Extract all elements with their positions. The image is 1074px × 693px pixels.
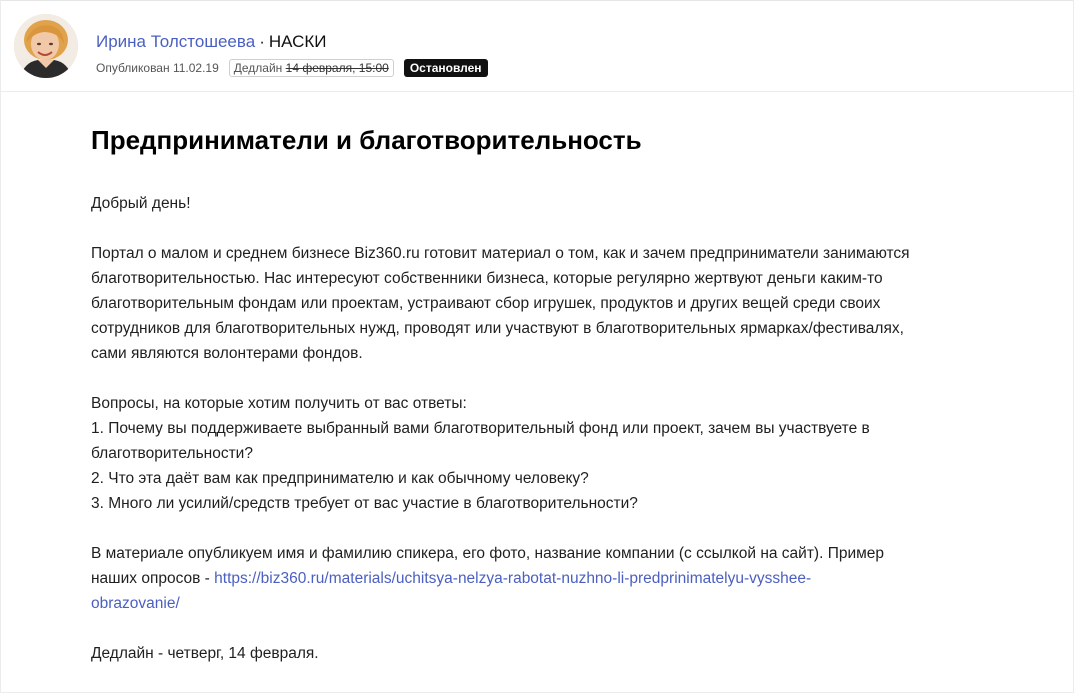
post-content <box>91 123 991 691</box>
paragraph-intro <box>91 241 991 366</box>
post-header <box>1 1 1073 92</box>
published-date: Опубликован 11.02.19 <box>96 61 219 75</box>
avatar-image <box>14 14 78 78</box>
question-item: 1. Почему вы поддерживаете выбранный вами благотворительный фонд или проект, зачем вы участвуете в <box>91 420 870 437</box>
media-name-link[interactable]: НАСКИ <box>268 32 327 51</box>
separator-dot: · <box>259 32 265 51</box>
post-meta <box>96 59 488 77</box>
paragraph-line: Портал о малом и среднем бизнесе Biz360.ru готовит материал о том, как и зачем предприниматели занимаются <box>91 245 910 262</box>
deadline-date: 14 февраля, 15:00 <box>285 61 389 75</box>
deadline-box <box>229 59 394 77</box>
greeting: Добрый день! <box>91 195 191 212</box>
deadline-label: Дедлайн <box>233 61 283 75</box>
material-paragraph <box>91 541 991 616</box>
question-item: благотворительности? <box>91 445 253 462</box>
paragraph-line: сами являются волонтерами фондов. <box>91 345 363 362</box>
post-body <box>91 191 991 666</box>
questions-block <box>91 391 991 516</box>
author-name-link[interactable]: Ирина Толстошеева <box>96 32 256 51</box>
question-item: 3. Много ли усилий/средств требует от вас участие в благотворительности? <box>91 495 638 512</box>
material-text: В материале опубликуем имя и фамилию спикера, его фото, название компании (с ссылкой на сайт). Пример <box>91 545 885 562</box>
questions-intro: Вопросы, на которые хотим получить от вас ответы: <box>91 395 467 412</box>
author-line <box>96 31 327 53</box>
example-link[interactable]: https://biz360.ru/materials/uchitsya-nelzya-rabotat-nuzhno-li-predprinimatelyu-vysshee- <box>214 570 812 587</box>
closing-line: Дедлайн - четверг, 14 февраля. <box>91 645 319 662</box>
post-title: Предприниматели и благотворительность <box>91 125 642 155</box>
paragraph-line: благотворительным фондам или проектам, устраивают сбор игрушек, продуктов и других вещей среди своих <box>91 295 881 312</box>
material-text-lead: наших опросов - <box>91 570 215 587</box>
question-item: 2. Что эта даёт вам как предпринимателю и как обычному человеку? <box>91 470 589 487</box>
status-badge: Остановлен <box>404 59 488 77</box>
avatar[interactable] <box>14 14 78 78</box>
paragraph-line: сотрудников для благотворительных нужд, проводят или участвуют в благотворительных ярмарках/фестивалях, <box>91 320 904 337</box>
paragraph-line: благотворительностью. Нас интересуют собственники бизнеса, которые регулярно жертвуют деньги каким-то <box>91 270 883 287</box>
example-link-continuation[interactable]: obrazovanie/ <box>91 595 180 612</box>
